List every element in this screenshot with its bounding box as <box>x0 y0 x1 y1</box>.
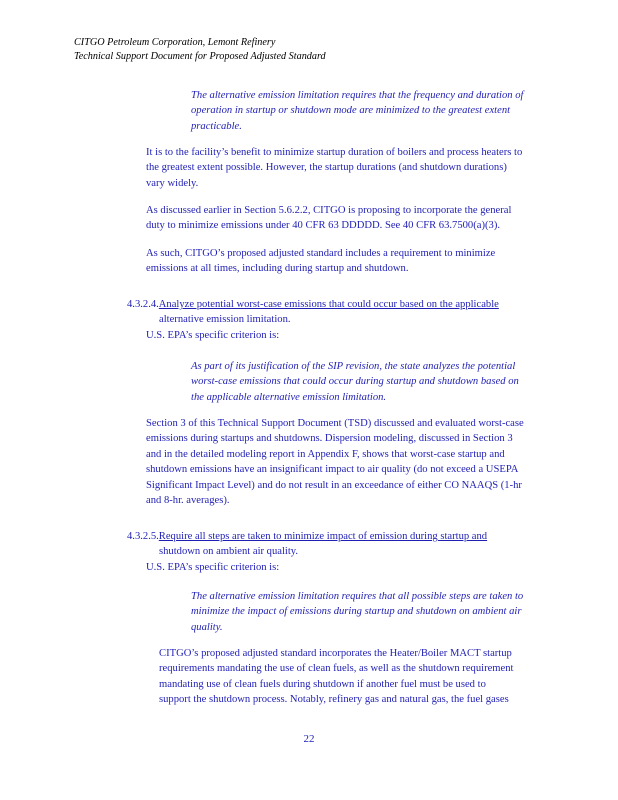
header-company: CITGO Petroleum Corporation, Lemont Refinery <box>74 37 276 48</box>
quote-worst-case: As part of its justification of the SIP revision, the state analyzes the potential worst-case emissions that could occur during startup and shutdown based on the applicable alternative emission limitation. <box>191 361 519 403</box>
section-number: 4.3.2.4. <box>127 299 159 310</box>
section-heading: Require all steps are taken to minimize impact of emission during startup and <box>158 531 488 542</box>
paragraph-clean-fuels: CITGO’s proposed adjusted standard incorporates the Heater/Boiler MACT startup requirements mandating the use of clean fuels, as well as the shutdown requirement mandating use of clean fuels during shutdown if another fuel must be used to support the shutdown process. Notably, refinery gas and natural gas, the fuel gases <box>159 648 514 706</box>
section-4-3-2-5-heading <box>127 529 487 544</box>
section-4-3-2-5-heading-cont: shutdown on ambient air quality. <box>159 546 299 557</box>
paragraph-general-duty: As discussed earlier in Section 5.6.2.2, CITGO is proposing to incorporate the general duty to minimize emissions under 40 CFR 63 DDDDD. See 40 CFR 63.7500(a)(3). <box>146 205 512 232</box>
section-4-3-2-4-heading <box>127 297 499 312</box>
paragraph-tsd-modeling: Section 3 of this Technical Support Document (TSD) discussed and evaluated worst-case emissions during startups and shutdowns. Dispersion modeling, discussed in Section 3 and in the detailed modeling report in Appendix F, shows that worst-case startup and shutdown emissions have an insignificant impact to air quality (do not exceed a USEPA Significant Impact Level) and do not result in an exceedance of either CO NAAQS (1-hr and 8-hr. averages). <box>146 418 524 507</box>
section-heading: Analyze potential worst-case emissions that could occur based on the applicable <box>158 299 499 310</box>
page-number: 22 <box>303 733 315 745</box>
criterion-label: U.S. EPA’s specific criterion is: <box>146 330 280 341</box>
quote-frequency-duration: The alternative emission limitation requires that the frequency and duration of operation in startup or shutdown mode are minimized to the greatest extent practicable. <box>191 90 524 132</box>
quote-minimize-impact: The alternative emission limitation requires that all possible steps are taken to minimize the impact of emissions during startup and shutdown on ambient air quality. <box>191 591 524 633</box>
paragraph-startup-benefit: It is to the facility’s benefit to minimize startup duration of boilers and process heaters to the greatest extent possible. However, the startup durations (and shutdown durations) vary widely. <box>146 147 523 189</box>
section-number: 4.3.2.5. <box>127 531 159 542</box>
criterion-label: U.S. EPA’s specific criterion is: <box>146 562 280 573</box>
section-4-3-2-4-heading-cont: alternative emission limitation. <box>159 314 291 325</box>
header-doc-title: Technical Support Document for Proposed Adjusted Standard <box>74 51 326 62</box>
paragraph-minimize-emissions: As such, CITGO’s proposed adjusted standard includes a requirement to minimize emissions at all times, including during startup and shutdown. <box>146 248 496 275</box>
